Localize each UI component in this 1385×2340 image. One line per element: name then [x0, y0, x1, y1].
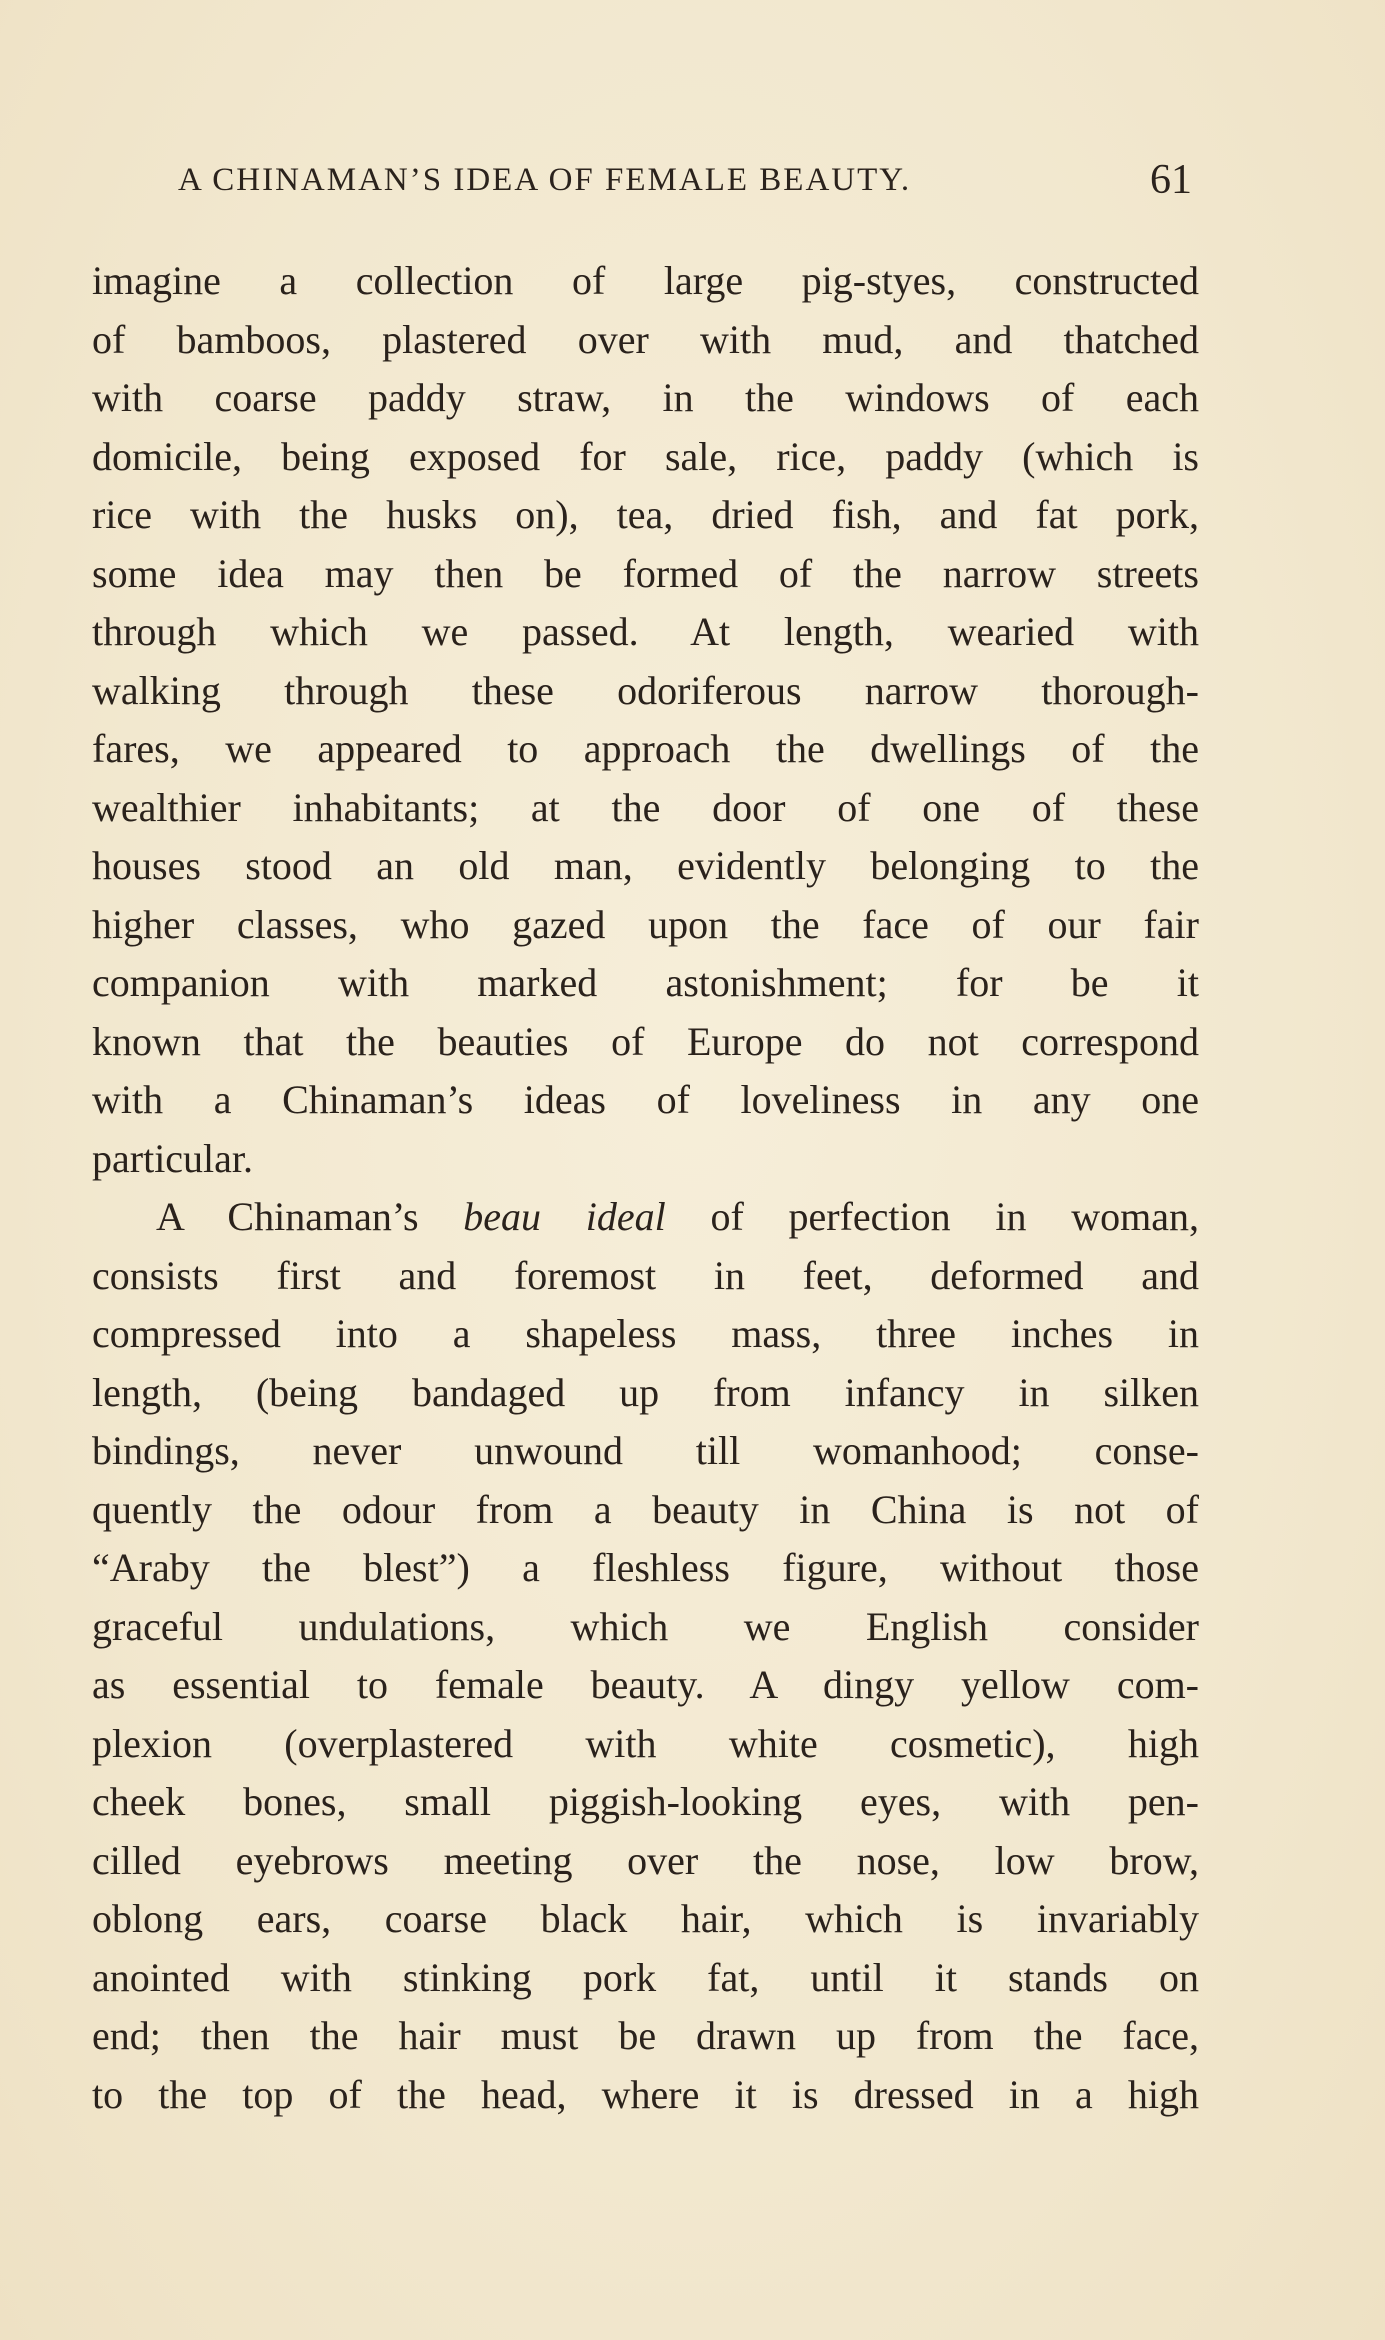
text-line: as essential to female beauty. A dingy yellow com-	[92, 1662, 1199, 1707]
text-line: anointed with stinking pork fat, until it stands on	[92, 1954, 1199, 2000]
text-line: companion with marked astonishment; for be it	[92, 960, 1199, 1005]
text-line: cilled eyebrows meeting over the nose, low brow,	[92, 1837, 1199, 1883]
text-line: consists first and foremost in feet, deformed and	[92, 1252, 1199, 1298]
text-line: wealthier inhabitants; at the door of one of these	[92, 784, 1199, 830]
text-line: imagine a collection of large pig-styes, constructed	[92, 258, 1199, 303]
text-line: particular.	[92, 1135, 254, 1181]
text-line: through which we passed. At length, wearied with	[92, 609, 1199, 654]
text-line: with coarse paddy straw, in the windows of each	[92, 375, 1199, 420]
text-line: of bamboos, plastered over with mud, and thatched	[92, 316, 1199, 362]
text-line: to the top of the head, where it is dressed in a high	[92, 2071, 1199, 2117]
text-line: length, (being bandaged up from infancy in silken	[92, 1369, 1199, 1415]
page-number: 61	[1150, 157, 1192, 203]
paragraph-1	[92, 252, 1199, 1188]
text-line: rice with the husks on), tea, dried fish, and fat pork,	[92, 492, 1199, 537]
text-line: domicile, being exposed for sale, rice, paddy (which is	[92, 433, 1199, 479]
text-line: graceful undulations, which we English consider	[92, 1603, 1199, 1649]
text-line: known that the beauties of Europe do not correspond	[92, 1018, 1199, 1064]
text-line: cheek bones, small piggish-looking eyes, with pen-	[92, 1779, 1199, 1824]
text-line: bindings, never unwound till womanhood; conse-	[92, 1428, 1199, 1473]
paragraph-2	[92, 1188, 1199, 2124]
text-line: walking through these odoriferous narrow thorough-	[92, 667, 1199, 713]
running-header	[178, 152, 1192, 204]
italic-phrase: beau ideal	[463, 1194, 666, 1239]
text-line-first	[92, 1188, 1199, 1247]
text-run: A Chinaman’s	[156, 1194, 464, 1239]
text-line: houses stood an old man, evidently belonging to the	[92, 843, 1199, 888]
text-line: higher classes, who gazed upon the face of our fair	[92, 901, 1199, 947]
text-line: oblong ears, coarse black hair, which is invariably	[92, 1896, 1199, 1941]
text-line: with a Chinaman’s ideas of loveliness in any one	[92, 1077, 1199, 1122]
text-line: quently the odour from a beauty in China is not of	[92, 1486, 1199, 1532]
text-line: some idea may then be formed of the narrow streets	[92, 550, 1199, 596]
body-text	[92, 252, 1199, 2124]
text-line: end; then the hair must be drawn up from the face,	[92, 2013, 1199, 2058]
text-line: fares, we appeared to approach the dwellings of the	[92, 726, 1199, 771]
text-line: “Araby the blest”) a fleshless figure, without those	[92, 1545, 1199, 1590]
text-line: compressed into a shapeless mass, three inches in	[92, 1311, 1199, 1356]
running-title: A CHINAMAN’S IDEA OF FEMALE BEAUTY.	[178, 162, 912, 198]
text-line: plexion (overplastered with white cosmetic), high	[92, 1720, 1199, 1766]
text-run: of perfection in woman,	[665, 1194, 1199, 1239]
